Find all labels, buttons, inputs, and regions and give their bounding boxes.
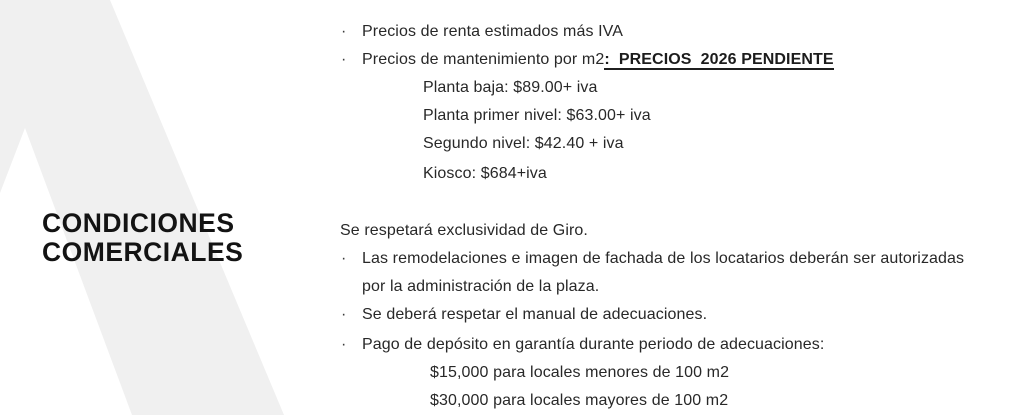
- deposit-sub-mayores: $30,000 para locales mayores de 100 m2: [430, 392, 729, 409]
- pricing-sub-planta-baja: Planta baja: $89.00+ iva: [423, 79, 598, 96]
- pricing-bullet-renta-text: Precios de renta estimados más IVA: [362, 23, 623, 40]
- bullet-dot-icon: ·: [341, 51, 347, 68]
- bullet-dot-icon: ·: [341, 336, 347, 353]
- conditions-bullet-manual-text: Se deberá respetar el manual de adecuaciones.: [362, 306, 708, 323]
- conditions-bullet-deposito: [340, 331, 1018, 359]
- bullet-dot-icon: ·: [341, 23, 347, 40]
- pricing-sub-kiosco: Kiosco: $684+iva: [423, 165, 547, 182]
- pricing-sub-primer-nivel: Planta primer nivel: $63.00+ iva: [423, 107, 651, 124]
- conditions-bullet-manual: [340, 301, 1018, 329]
- conditions-intro: Se respetará exclusividad de Giro.: [340, 222, 588, 239]
- slide-title: [42, 209, 243, 267]
- deposit-sub-menores: $15,000 para locales menores de 100 m2: [430, 364, 730, 381]
- pricing-bullet-mantenimiento-text: Precios de mantenimiento por m2: [362, 51, 605, 68]
- pricing-sub-segundo-nivel: Segundo nivel: $42.40 + iva: [423, 135, 624, 152]
- slide-title-line2: COMERCIALES: [42, 237, 244, 267]
- conditions-bullet-remodelaciones: [340, 245, 1018, 301]
- slide-title-line1: CONDICIONES: [42, 208, 235, 238]
- pricing-pendiente-highlight: : PRECIOS 2026 PENDIENTE: [604, 51, 834, 68]
- pricing-bullet-mantenimiento: [340, 46, 1018, 74]
- conditions-bullet-remodelaciones-line2: por la administración de la plaza.: [362, 278, 600, 295]
- slide-body: [340, 18, 1018, 415]
- bullet-dot-icon: ·: [341, 306, 347, 323]
- conditions-bullet-deposito-text: Pago de depósito en garantía durante periodo de adecuaciones:: [362, 336, 825, 353]
- bullet-dot-icon: ·: [341, 250, 347, 267]
- section-spacer: [340, 188, 1018, 217]
- conditions-bullet-remodelaciones-line1: Las remodelaciones e imagen de fachada de los locatarios deberán ser autorizadas: [362, 250, 965, 267]
- pricing-bullet-renta: [340, 18, 1018, 46]
